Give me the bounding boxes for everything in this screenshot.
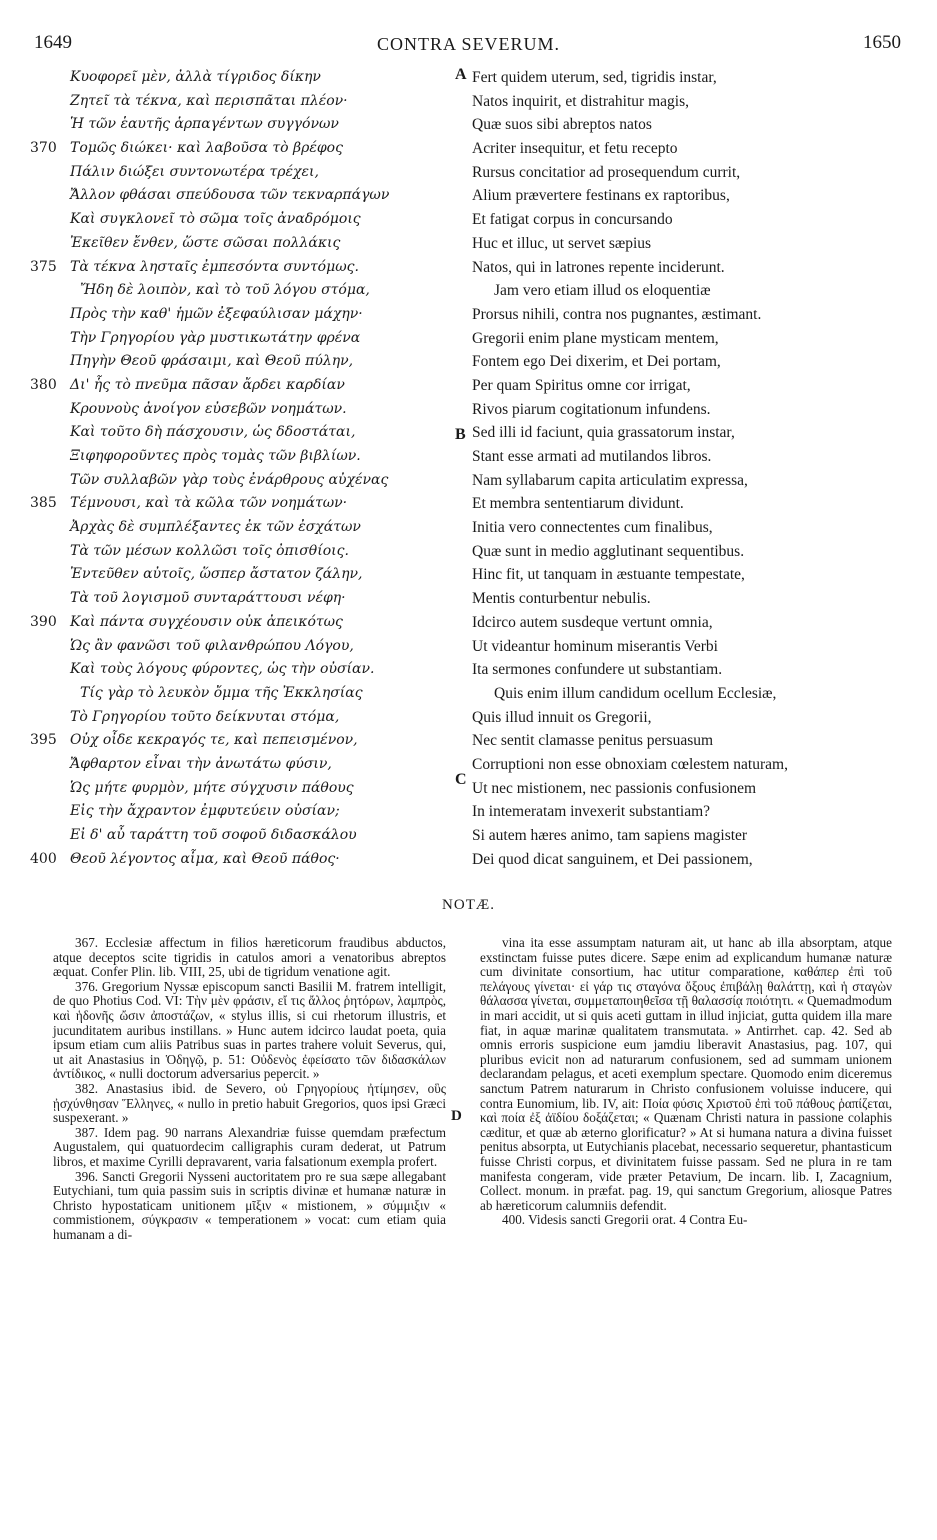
verse-text: Ὡς μήτε φυρμὸν, μήτε σύγχυσιν πάθους xyxy=(70,779,354,796)
line-number: 390 xyxy=(30,613,57,630)
verse-text: Gregorii enim plane mysticam mentem, xyxy=(472,329,719,347)
verse-line xyxy=(30,848,466,872)
verse-text: Εἰ δ' αὖ ταράττη τοῦ σοφοῦ διδασκάλου xyxy=(70,827,357,843)
verse-line xyxy=(472,279,912,303)
greek-verse-column xyxy=(30,66,466,871)
verse-text: Κυοφορεῖ μὲν, ἀλλὰ τίγριδος δίκην xyxy=(70,69,321,85)
verse-text: Rivos piarum cogitationum infundens. xyxy=(472,400,711,418)
note-paragraph: 382. Anastasius ibid. de Severo, οὐ Γρηγορίους ἠτίμησεν, οὓς ᾐσχύνθησαν Ἕλληνες, « nullo in pretio habuit Gregorios, quos ipsi Græci suspexerant. » xyxy=(53,1080,446,1126)
verse-line xyxy=(30,421,466,445)
verse-text: Alium prævertere festinans ex raptoribus, xyxy=(472,187,730,205)
verse-line xyxy=(472,208,912,232)
verse-text: Ζητεῖ τὰ τέκνα, καὶ περισπᾶται πλέον· xyxy=(70,92,348,109)
verse-text: Rursus concitatior ad prosequendum currit, xyxy=(472,163,741,181)
verse-text: Et fatigat corpus in concursando xyxy=(472,211,673,229)
verse-text: Τέμνουσι, καὶ τὰ κῶλα τῶν νοημάτων· xyxy=(70,495,348,512)
verse-line xyxy=(472,753,912,777)
verse-line xyxy=(472,66,912,90)
verse-line xyxy=(472,445,912,469)
verse-line xyxy=(30,350,466,374)
verse-line xyxy=(472,232,912,256)
verse-line xyxy=(472,327,912,351)
running-title: CONTRA SEVERUM. xyxy=(376,34,561,54)
note-paragraph: 400. Videsis sancti Gregorii orat. 4 Contra Eu- xyxy=(502,1212,748,1228)
verse-text: Κρουνοὺς ἀνοίγον εὐσεβῶν νοημάτων. xyxy=(70,400,347,417)
verse-line xyxy=(30,303,466,327)
verse-line xyxy=(30,137,466,161)
verse-line xyxy=(30,184,466,208)
verse-line xyxy=(472,516,912,540)
verse-text: Ἐντεῦθεν αὐτοῖς, ὥσπερ ἄστατον ζάλην, xyxy=(70,566,363,583)
verse-text: Δι' ἧς τὸ πνεῦμα πᾶσαν ἄρδει καρδίαν xyxy=(70,376,345,393)
verse-text: Acriter insequitur, et fetu recepto xyxy=(472,140,678,158)
verse-line xyxy=(472,777,912,801)
verse-line xyxy=(472,184,912,208)
verse-text: Natos inquirit, et distrahitur magis, xyxy=(472,92,689,110)
verse-text: Ξιφηφοροῦντες πρὸς τομὰς τῶν βιβλίων. xyxy=(70,448,361,464)
verse-text: Quæ suos sibi abreptos natos xyxy=(472,116,652,134)
verse-line xyxy=(472,706,912,730)
notes-column-left xyxy=(53,936,446,1242)
verse-line xyxy=(30,66,466,90)
verse-text: Fontem ego Dei dixerim, et Dei portam, xyxy=(472,353,721,371)
verse-text: Idcirco autem susdeque vertunt omnia, xyxy=(472,613,713,631)
verse-line xyxy=(472,729,912,753)
verse-text: Prorsus nihili, contra nos pugnantes, æstimant. xyxy=(472,305,762,323)
verse-text: Quæ sunt in medio agglutinant sequentibus. xyxy=(472,542,745,560)
verse-line xyxy=(30,777,466,801)
note-paragraph: vina ita esse assumptam naturam ait, ut hanc ab illa absorptam, atque exstinctam fuisse putes dicere. Sæpe enim ad explicandum humanæ naturæ cum divinitate consortium, hac utitur comparatione, καθάπερ ἐπὶ τοῦ πελάγους γίνεται· εἰ γάρ τις σταγόνα ὄξους ἐπιβάλῃ θαλάττῃ, καὶ ἡ σταγὼν θάλασσα γίνεται, συμμεταποιηθεῖσα τῇ θαλασσίᾳ ποιότητι. « Quemadmodum in mari accidit, ut si quis aceti guttam in illud injiciat, gutta quidem illa mare fiat, in aquæ marinæ qualitatem transmutata. » Antirrhet. cap. 42. Sed ab omnis erroris suspicione eum jamdiu liberavit Anastasius, pag. 107, qui pluribus evicit non ad naturarum confusionem, sed ad summam unionem declarandam pelagus, et aceti exemplum spectare. Quomodo enim diceremus sanctum Patrem naturarum in Christo confusionem voluisse inducere, qui contra Eunomium, lib. IV, ait: Ποία φύσις Χριστοῦ ἐπὶ τοῦ πάθους ῥαπίζεται, καὶ ποία ἐξ ἀϊδίου δοξάζεται; « Quænam Christi natura in passione colaphis cæditur, et quæ ab æterno glorificatur? » At si humana natura a divina fuisset penitus absorpta, ut Eutychianis placebat, necessario sequeretur, phantasticum fuisse Christi corpus, et divinitatem fuisse passam. Sed ne plura in re tam manifesta congeram, vide præter Petavium, De incarn. lib. I, Zacagnium, Collect. monum. in præfat. pag. 19, qui sanctum Gregorium, aliosque Patres ab hæreticorum calumniis defendit. xyxy=(480,935,893,1213)
line-number: 400 xyxy=(30,850,57,867)
verse-line xyxy=(30,658,466,682)
verse-text: Καὶ τοῦτο δὴ πάσχουσιν, ὡς δδοστάται, xyxy=(70,424,356,441)
verse-line xyxy=(30,753,466,777)
verse-text: Per quam Spiritus omne cor irrigat, xyxy=(472,376,691,394)
verse-line xyxy=(472,421,912,445)
margin-letter-b: B xyxy=(455,426,466,443)
verse-text: Quis illud innuit os Gregorii, xyxy=(472,708,652,726)
verse-text: Οὐχ οἶδε κεκραγός τε, καὶ πεπεισμένον, xyxy=(70,732,358,749)
verse-text: Ut videantur hominum miserantis Verbi xyxy=(472,637,718,655)
verse-text: Τὰ τῶν μέσων κολλῶσι τοῖς ὀπισθίοις. xyxy=(70,542,349,559)
verse-line xyxy=(30,279,466,303)
line-number: 395 xyxy=(30,732,57,749)
verse-line xyxy=(30,682,466,706)
note-paragraph: 387. Idem pag. 90 narrans Alexandriæ fuisse quemdam præfectum Augustalem, qui quatuordecim calligraphis curam dederat, ut Patrum libros, et maxime Cyrilli depravarent, varia falsationum exempla profert. xyxy=(53,1124,446,1169)
verse-line xyxy=(472,350,912,374)
page-number-left: 1649 xyxy=(34,32,72,53)
verse-text: Ὡς ἂν φανῶσι τοῦ φιλανθρώπου Λόγου, xyxy=(70,637,354,654)
verse-text: Τίς γὰρ τὸ λευκὸν ὄμμα τῆς Ἐκκλησίας xyxy=(80,684,363,701)
verse-text: Ἡ τῶν ἑαυτῆς ἁρπαγέντων συγγόνων xyxy=(70,116,339,133)
verse-text: Stant esse armati ad mutilandos libros. xyxy=(472,448,712,465)
verse-text: Τῶν συλλαβῶν γὰρ τοὺς ἐνάρθρους αὐχένας xyxy=(70,471,389,488)
verse-line xyxy=(30,516,466,540)
verse-line xyxy=(472,824,912,848)
notes-heading: NOTÆ. xyxy=(442,897,495,913)
margin-letter-a: A xyxy=(455,66,467,83)
verse-text: Huc et illuc, ut servet sæpius xyxy=(472,234,652,252)
verse-line xyxy=(30,824,466,848)
verse-line xyxy=(30,232,466,256)
verse-line xyxy=(30,161,466,185)
line-number: 370 xyxy=(30,140,57,157)
latin-verse-column xyxy=(472,66,912,871)
verse-line xyxy=(472,800,912,824)
verse-line xyxy=(472,492,912,516)
verse-line xyxy=(472,682,912,706)
verse-line xyxy=(472,398,912,422)
verse-text: Corruptioni non esse obnoxiam cœlestem naturam, xyxy=(472,755,788,773)
verse-text: Θεοῦ λέγοντος αἷμα, καὶ Θεοῦ πάθος· xyxy=(70,850,340,867)
verse-line xyxy=(472,90,912,114)
verse-line xyxy=(30,800,466,824)
verse-text: Et membra sententiarum dividunt. xyxy=(472,495,684,513)
verse-text: Εἰς τὴν ἄχραντον ἐμφυτεύειν οὐσίαν; xyxy=(70,803,340,820)
verse-text: Ἀρχὰς δὲ συμπλέξαντες ἐκ τῶν ἐσχάτων xyxy=(70,519,361,536)
verse-text: Ita sermones confundere ut substantiam. xyxy=(472,661,723,679)
margin-letter-d: D xyxy=(451,1108,462,1124)
page-number-right: 1650 xyxy=(863,32,901,53)
verse-text: Ἄλλον φθάσαι σπεύδουσα τῶν τεκναρπάγων xyxy=(70,187,390,204)
verse-line xyxy=(30,327,466,351)
verse-line xyxy=(30,374,466,398)
verse-text: Si autem hæres animo, tam sapiens magister xyxy=(472,827,748,844)
verse-line xyxy=(472,303,912,327)
verse-text: Καὶ τοὺς λόγους φύροντες, ὡς τὴν οὐσίαν. xyxy=(70,661,375,678)
verse-text: Τὸ Γρηγορίου τοῦτο δείκνυται στόμα, xyxy=(70,708,340,725)
verse-text: Nec sentit clamasse penitus persuasum xyxy=(472,732,714,750)
verse-line xyxy=(30,469,466,493)
verse-line xyxy=(30,611,466,635)
verse-text: Τὰ τοῦ λογισμοῦ συνταράττουσι νέφη· xyxy=(70,590,346,607)
verse-line xyxy=(472,563,912,587)
verse-line xyxy=(30,90,466,114)
verse-text: Hinc fit, ut tanquam in æstuante tempestate, xyxy=(472,566,745,584)
note-paragraph: 396. Sancti Gregorii Nysseni auctoritatem pro re sua sæpe allegabant Eutychiani, tum quia passim suis in scriptis divinæ et humanæ naturæ in Christo hypostaticam unitionem μῖξιν « mistionem, » σύμμιξιν « commistionem, σύγκρασιν « temperationem » vocat: cum etiam quia humanam a di- xyxy=(53,1168,446,1242)
line-number: 385 xyxy=(30,495,57,512)
verse-line xyxy=(472,161,912,185)
verse-text: Quis enim illum candidum ocellum Ecclesiæ, xyxy=(494,684,777,702)
verse-text: Καὶ πάντα συγχέουσιν οὐκ ἀπεικότως xyxy=(70,613,343,630)
line-number: 380 xyxy=(30,376,57,393)
margin-letter-c: C xyxy=(455,771,467,788)
verse-text: Πρὸς τὴν καθ' ἡμῶν ἐξεφαύλισαν μάχην· xyxy=(70,305,363,322)
verse-line xyxy=(30,563,466,587)
verse-text: Fert quidem uterum, sed, tigridis instar, xyxy=(472,69,717,86)
verse-line xyxy=(472,137,912,161)
verse-line xyxy=(472,587,912,611)
verse-text: Τομῶς διώκει· καὶ λαβοῦσα τὸ βρέφος xyxy=(70,140,343,157)
verse-line xyxy=(30,587,466,611)
verse-line xyxy=(30,113,466,137)
verse-line xyxy=(30,635,466,659)
verse-text: Ut nec mistionem, nec passionis confusionem xyxy=(472,779,757,797)
note-paragraph: 376. Gregorium Nyssæ episcopum sancti Basilii M. fratrem intelligit, de quo Photius Cod. VI: Τὴν μὲν φράσιν, εἴ τις ἄλλος ῥητόρων, λαμπρὸς, καὶ ἡδονῆς ὤσιν ἀποστάζων, « stylus illis, si cui rhetorum illustris, et jucunditatem auribus instillans. » Hunc autem idcirco laudat poeta, quia ipsum etiam cum aliis Patribus suas in partes trahere voluit Severus, qui, ut ait Anastasius in Ὁδηγῷ, p. 51: Οὐδενὸς ἐφείσατο τῶν διδασκάλων ἀντίδικος, « nulli doctorum adversarius pepercit. » xyxy=(53,978,446,1082)
verse-text: Τὴν Γρηγορίου γὰρ μυστικωτάτην φρένα xyxy=(70,329,361,346)
verse-text: Natos, qui in latrones repente inciderunt. xyxy=(472,258,725,276)
verse-line xyxy=(472,635,912,659)
verse-text: Πηγὴν Θεοῦ φράσαιμι, καὶ Θεοῦ πύλην, xyxy=(70,353,354,370)
verse-text: Sed illi id faciunt, quia grassatorum instar, xyxy=(472,424,735,442)
verse-text: Nam syllabarum capita articulatim expressa, xyxy=(472,471,748,489)
verse-line xyxy=(472,256,912,280)
notes-column-right xyxy=(480,936,892,1228)
verse-line xyxy=(30,492,466,516)
verse-text: Dei quod dicat sanguinem, et Dei passionem, xyxy=(472,850,753,868)
verse-text: Jam vero etiam illud os eloquentiæ xyxy=(494,282,711,300)
verse-line xyxy=(472,658,912,682)
verse-line xyxy=(30,706,466,730)
note-paragraph: 367. Ecclesiæ affectum in filios hæreticorum fraudibus abductos, atque deceptos scite tigridis in catulos amori a venatoribus abreptos æquat. Confer Plin. lib. VIII, 25, ubi de tigridum venatione agit. xyxy=(53,935,446,980)
verse-line xyxy=(472,611,912,635)
page-header xyxy=(0,32,937,58)
verse-text: In intemeratam invexerit substantiam? xyxy=(472,803,711,821)
verse-line xyxy=(30,729,466,753)
verse-line xyxy=(472,374,912,398)
verse-line xyxy=(30,445,466,469)
verse-text: Πάλιν διώξει συντονωτέρα τρέχει, xyxy=(70,163,319,180)
verse-line xyxy=(30,256,466,280)
line-number: 375 xyxy=(30,258,57,275)
verse-text: Ἄφθαρτον εἶναι τὴν ἀνωτάτω φύσιν, xyxy=(70,755,332,772)
verse-text: Mentis conturbentur nebulis. xyxy=(472,590,651,608)
verse-text: Ἤδη δὲ λοιπὸν, καὶ τὸ τοῦ λόγου στόμα, xyxy=(80,282,370,299)
verse-line xyxy=(472,848,912,872)
verse-line xyxy=(472,113,912,137)
verse-text: Initia vero connectentes cum finalibus, xyxy=(472,519,713,537)
verse-line xyxy=(30,540,466,564)
verse-line xyxy=(30,398,466,422)
verse-text: Ἐκεῖθεν ἔνθεν, ὥστε σῶσαι πολλάκις xyxy=(70,234,341,251)
verse-text: Τὰ τέκνα λησταῖς ἐμπεσόντα συντόμως. xyxy=(70,258,359,275)
verse-line xyxy=(472,469,912,493)
verse-text: Καὶ συγκλονεῖ τὸ σῶμα τοῖς ἀναδρόμοις xyxy=(70,211,361,228)
verse-line xyxy=(30,208,466,232)
verse-line xyxy=(472,540,912,564)
